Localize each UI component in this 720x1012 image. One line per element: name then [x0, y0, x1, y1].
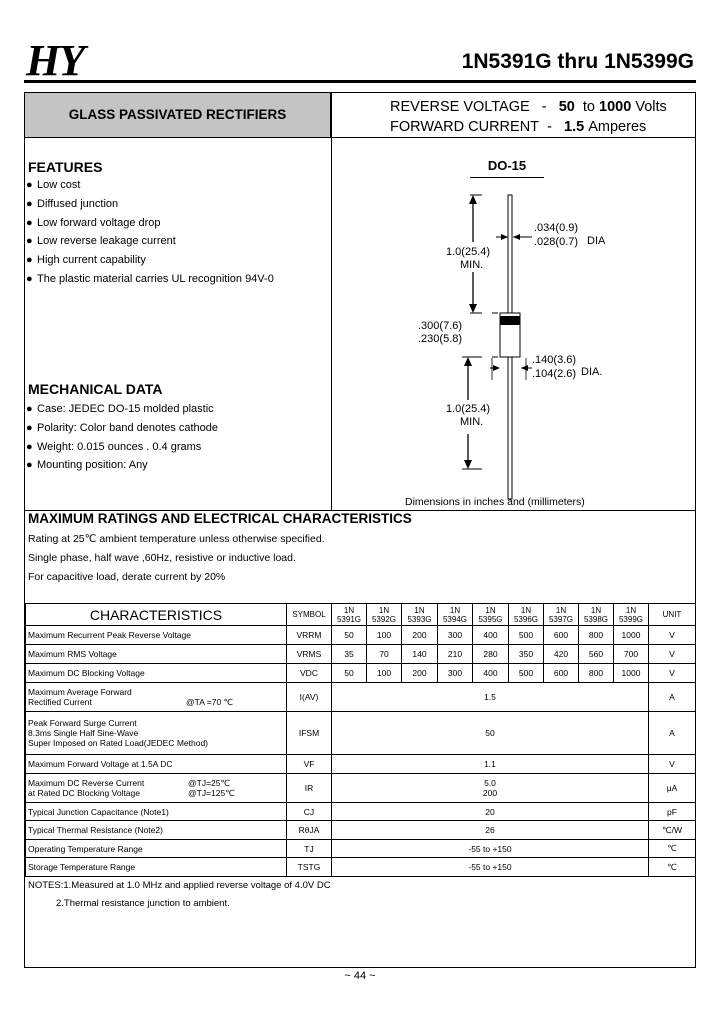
mechanical-title: MECHANICAL DATA	[28, 381, 163, 397]
list-item: ● High current capability	[26, 254, 146, 267]
product-type-box	[25, 93, 331, 137]
part-number: 1N 5392G	[367, 604, 402, 626]
row-unit: ℃	[649, 858, 696, 877]
note-2: 2.Thermal resistance junction to ambient.	[56, 898, 230, 909]
table-row	[26, 774, 696, 803]
table-row	[26, 712, 696, 755]
note-1: NOTES:1.Measured at 1.0 MHz and applied reverse voltage of 4.0V DC	[28, 880, 331, 891]
table-row	[26, 803, 696, 821]
table-row	[26, 821, 696, 840]
row-label: Maximum Average Forward Rectified Current @TA =70 ℃	[26, 683, 287, 712]
row-symbol: RθJA	[287, 821, 332, 840]
part-number: 1N 5398G	[579, 604, 614, 626]
row-label: Maximum DC Blocking Voltage	[26, 664, 287, 683]
row-value: 50	[332, 712, 649, 755]
lead-len-bottom: 1.0(25.4)	[446, 403, 491, 415]
company-logo	[26, 36, 166, 85]
list-item: ● Mounting position: Any	[26, 459, 148, 472]
list-item: ● Case: JEDEC DO-15 molded plastic	[26, 403, 214, 415]
row-value: 1.1	[332, 755, 649, 774]
body-dia-max: .140(3.6)	[532, 354, 577, 366]
table-row: Maximum Recurrent Peak Reverse Voltage VRRM 50 100 200 300 400 500 600 800 1000 V	[26, 626, 696, 645]
characteristics-table	[25, 603, 696, 877]
row-symbol: VF	[287, 755, 332, 774]
table-row	[26, 683, 696, 712]
ratings-title: MAXIMUM RATINGS AND ELECTRICAL CHARACTERISTICS	[28, 511, 412, 526]
row-symbol: IFSM	[287, 712, 332, 755]
list-item: ● The plastic material carries UL recognition 94V-0	[26, 272, 274, 285]
features-title: FEATURES	[28, 159, 103, 175]
row-label: Typical Thermal Resistance (Note2)	[26, 821, 287, 840]
page-number: ~ 44 ~	[344, 970, 376, 982]
forward-current-line	[390, 119, 646, 135]
row-label: Maximum Forward Voltage at 1.5A DC	[26, 755, 287, 774]
header-unit: UNIT	[649, 604, 696, 626]
list-item: ● Low reverse leakage current	[26, 235, 176, 248]
row-symbol: VRRM	[287, 626, 332, 645]
row-label: Typical Junction Capacitance (Note1)	[26, 803, 287, 821]
row-symbol: VDC	[287, 664, 332, 683]
row-symbol: I(AV)	[287, 683, 332, 712]
part-number: 1N 5396G	[509, 604, 544, 626]
rating-line: For capacitive load, derate current by 20%	[28, 571, 226, 583]
row-value: -55 to +150	[332, 858, 649, 877]
row-unit: V	[649, 645, 696, 664]
body-dia-unit: DIA.	[581, 366, 603, 378]
part-number: 1N 5399G	[614, 604, 649, 626]
row-unit: V	[649, 664, 696, 683]
row-symbol: IR	[287, 774, 332, 803]
cathode-band	[500, 316, 520, 325]
lead-dia-max: .034(0.9)	[534, 222, 579, 234]
lead-dia-unit: DIA	[587, 235, 606, 247]
table-row	[26, 755, 696, 774]
part-number: 1N 5394G	[438, 604, 473, 626]
row-label: Storage Temperature Range	[26, 858, 287, 877]
row-unit: V	[649, 755, 696, 774]
lead-len-top: 1.0(25.4)	[446, 246, 491, 258]
part-number: 1N 5393G	[402, 604, 438, 626]
lead-top	[508, 195, 512, 313]
body-len-max: .300(7.6)	[418, 320, 463, 332]
lead-len-bottom-min: MIN.	[460, 416, 484, 428]
row-symbol: TSTG	[287, 858, 332, 877]
forward-current-sep: -	[547, 119, 552, 135]
reverse-voltage-label: REVERSE VOLTAGE	[390, 99, 530, 115]
row-label: Maximum Recurrent Peak Reverse Voltage	[26, 626, 287, 645]
table-row: Maximum DC Blocking Voltage VDC 50 100 200 300 400 500 600 800 1000 V	[26, 664, 696, 683]
page-title: 1N5391G thru 1N5399G	[461, 50, 694, 73]
row-unit: ℃/W	[649, 821, 696, 840]
features-list	[26, 176, 274, 289]
reverse-voltage-sep: -	[541, 99, 547, 115]
list-item: ● Polarity: Color band denotes cathode	[26, 421, 219, 434]
row-value: 1.5	[332, 683, 649, 712]
row-label: Operating Temperature Range	[26, 840, 287, 858]
list-item: ● Low forward voltage drop	[26, 216, 161, 229]
divider	[25, 137, 695, 138]
row-value: 20	[332, 803, 649, 821]
row-unit: V	[649, 626, 696, 645]
row-value: 5.0 200	[332, 774, 649, 803]
reverse-voltage-to: to	[582, 99, 595, 115]
body-dia-min: .104(2.6)	[532, 368, 577, 380]
forward-current-unit: Amperes	[588, 119, 647, 135]
part-number: 1N 5397G	[544, 604, 579, 626]
row-symbol: TJ	[287, 840, 332, 858]
list-item: ● Weight: 0.015 ounces . 0.4 grams	[26, 440, 202, 453]
body-len-min: .230(5.8)	[418, 333, 463, 345]
header-rule	[24, 80, 696, 83]
lead-bottom	[508, 357, 512, 499]
package-name: DO-15	[487, 158, 527, 173]
lead-dia-min: .028(0.7)	[534, 236, 579, 248]
lead-len-top-min: MIN.	[460, 259, 484, 271]
package-drawing	[332, 180, 695, 510]
row-unit: ℃	[649, 840, 696, 858]
mechanical-list	[26, 400, 218, 475]
package-underline	[470, 177, 544, 178]
reverse-voltage-unit: Volts	[635, 99, 667, 115]
logo-text: HY	[26, 36, 84, 85]
reverse-voltage-line	[390, 99, 667, 115]
header-characteristics: CHARACTERISTICS	[26, 604, 287, 626]
row-symbol: CJ	[287, 803, 332, 821]
rating-line: Rating at 25℃ ambient temperature unless otherwise specified.	[28, 533, 325, 545]
row-unit: A	[649, 712, 696, 755]
row-symbol: VRMS	[287, 645, 332, 664]
table-row	[26, 858, 696, 877]
forward-current-value: 1.5	[564, 119, 585, 135]
list-item: ● Low cost	[26, 179, 81, 191]
row-unit: μA	[649, 774, 696, 803]
row-label: Maximum DC Reverse Current @TJ=25℃ at Rated DC Blocking Voltage @TJ=125℃	[26, 774, 287, 803]
row-value: 26	[332, 821, 649, 840]
table-row: Maximum RMS Voltage VRMS 35 70 140 210 280 350 420 560 700 V	[26, 645, 696, 664]
row-value: -55 to +150	[332, 840, 649, 858]
row-label: Maximum RMS Voltage	[26, 645, 287, 664]
dimension-note: Dimensions in inches and (millimeters)	[405, 496, 585, 508]
product-type: GLASS PASSIVATED RECTIFIERS	[68, 107, 287, 122]
part-number: 1N 5395G	[473, 604, 509, 626]
header-symbol: SYMBOL	[287, 604, 332, 626]
row-label: Peak Forward Surge Current 8.3ms Single Half Sine-Wave Super Imposed on Rated Load(JEDEC Method)	[26, 712, 287, 755]
row-unit: A	[649, 683, 696, 712]
row-unit: pF	[649, 803, 696, 821]
part-number: 1N 5391G	[332, 604, 367, 626]
rating-line: Single phase, half wave ,60Hz, resistive or inductive load.	[28, 552, 296, 564]
reverse-voltage-min: 50	[558, 99, 575, 115]
list-item: ● Diffused junction	[26, 197, 119, 210]
forward-current-label: FORWARD CURRENT	[390, 119, 540, 135]
table-row	[26, 840, 696, 858]
table-header-row	[26, 604, 696, 626]
reverse-voltage-max: 1000	[599, 99, 632, 115]
